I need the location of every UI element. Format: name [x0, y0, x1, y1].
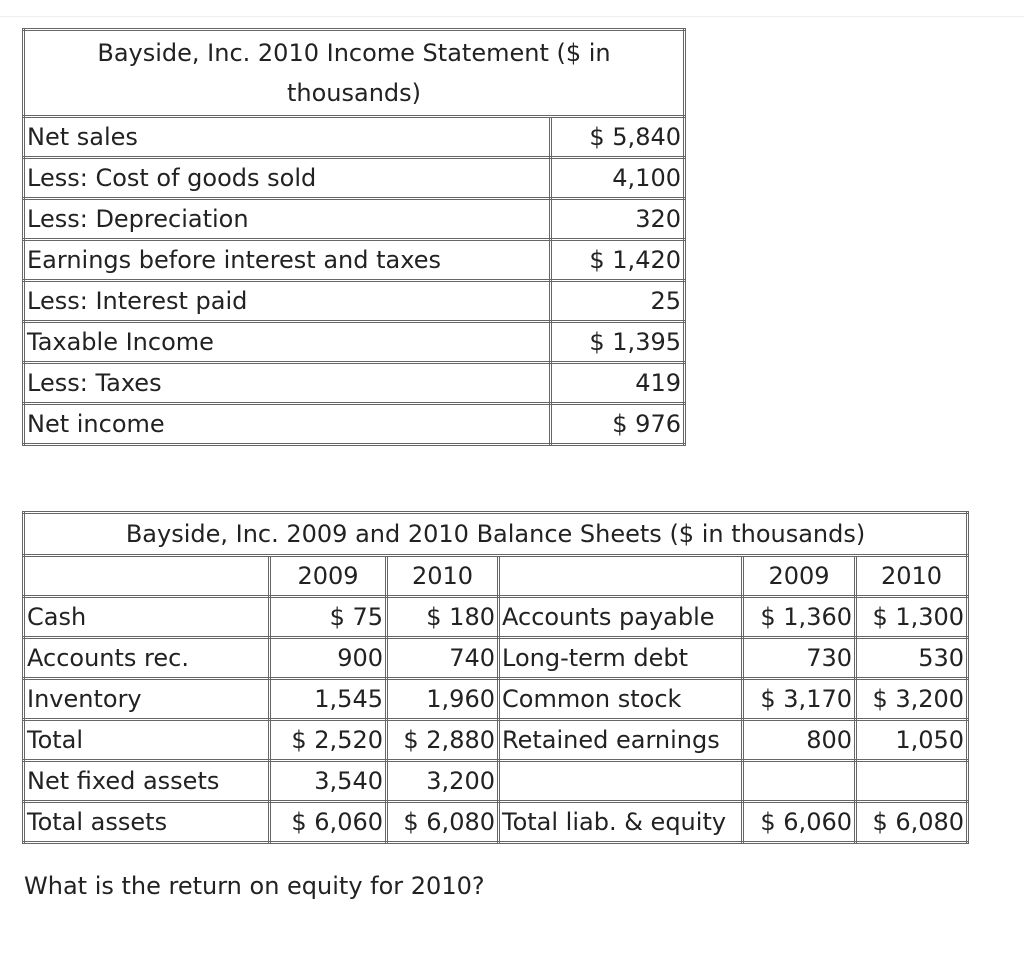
- income-row-label: Net income: [24, 404, 551, 445]
- liability-2010-value: 530: [856, 638, 968, 679]
- liability-2010-value: [856, 761, 968, 802]
- income-row-value: $ 5,840: [551, 117, 685, 158]
- asset-2010-value: $ 2,880: [387, 720, 499, 761]
- question-text: What is the return on equity for 2010?: [24, 872, 485, 900]
- liability-2010-value: $ 1,300: [856, 597, 968, 638]
- table-row: [24, 597, 968, 638]
- liability-2009-value: $ 3,170: [743, 679, 856, 720]
- income-statement-title: Bayside, Inc. 2010 Income Statement ($ in thousands): [24, 30, 685, 117]
- balance-sheet-table: [22, 511, 969, 844]
- year-header-2010-assets: 2010: [387, 556, 499, 597]
- table-row: [24, 281, 685, 322]
- table-row: [24, 638, 968, 679]
- income-row-value: 320: [551, 199, 685, 240]
- income-title-row: [24, 30, 685, 117]
- table-row: [24, 363, 685, 404]
- asset-label: Total: [24, 720, 270, 761]
- table-row: [24, 679, 968, 720]
- liability-label: Long-term debt: [499, 638, 743, 679]
- liability-2009-value: [743, 761, 856, 802]
- balance-sheet-title: Bayside, Inc. 2009 and 2010 Balance Sheets ($ in thousands): [24, 513, 968, 556]
- asset-2009-value: $ 6,060: [270, 802, 387, 843]
- income-row-label: Less: Taxes: [24, 363, 551, 404]
- asset-label: Total assets: [24, 802, 270, 843]
- year-header-2009-liabilities: 2009: [743, 556, 856, 597]
- liability-2009-value: 800: [743, 720, 856, 761]
- income-row-label: Less: Depreciation: [24, 199, 551, 240]
- liability-label: Common stock: [499, 679, 743, 720]
- table-row: [24, 404, 685, 445]
- asset-2009-value: $ 2,520: [270, 720, 387, 761]
- asset-2009-value: 1,545: [270, 679, 387, 720]
- income-row-value: 419: [551, 363, 685, 404]
- table-row: [24, 802, 968, 843]
- asset-2009-value: 3,540: [270, 761, 387, 802]
- asset-label: Inventory: [24, 679, 270, 720]
- balance-title-row: [24, 513, 968, 556]
- liability-2010-value: $ 3,200: [856, 679, 968, 720]
- liability-2010-value: $ 6,080: [856, 802, 968, 843]
- liability-2010-value: 1,050: [856, 720, 968, 761]
- asset-label: Accounts rec.: [24, 638, 270, 679]
- income-row-label: Earnings before interest and taxes: [24, 240, 551, 281]
- asset-2010-value: $ 6,080: [387, 802, 499, 843]
- table-row: [24, 761, 968, 802]
- income-row-label: Less: Interest paid: [24, 281, 551, 322]
- liability-2009-value: $ 6,060: [743, 802, 856, 843]
- table-row: [24, 720, 968, 761]
- table-row: [24, 158, 685, 199]
- asset-2010-value: 740: [387, 638, 499, 679]
- income-row-value: 25: [551, 281, 685, 322]
- year-header-2010-liabilities: 2010: [856, 556, 968, 597]
- income-row-value: $ 1,420: [551, 240, 685, 281]
- income-row-value: $ 1,395: [551, 322, 685, 363]
- income-row-value: $ 976: [551, 404, 685, 445]
- liability-2009-value: 730: [743, 638, 856, 679]
- table-row: [24, 240, 685, 281]
- year-header-row: [24, 556, 968, 597]
- asset-2009-value: 900: [270, 638, 387, 679]
- liability-label: Retained earnings: [499, 720, 743, 761]
- top-divider: [0, 16, 1024, 17]
- table-row: [24, 199, 685, 240]
- asset-2010-value: 1,960: [387, 679, 499, 720]
- income-row-label: Net sales: [24, 117, 551, 158]
- empty-cell: [499, 556, 743, 597]
- asset-label: Cash: [24, 597, 270, 638]
- income-row-label: Taxable Income: [24, 322, 551, 363]
- income-row-label: Less: Cost of goods sold: [24, 158, 551, 199]
- table-row: [24, 322, 685, 363]
- asset-label: Net fixed assets: [24, 761, 270, 802]
- empty-cell: [24, 556, 270, 597]
- asset-2010-value: $ 180: [387, 597, 499, 638]
- asset-2010-value: 3,200: [387, 761, 499, 802]
- table-row: [24, 117, 685, 158]
- income-row-value: 4,100: [551, 158, 685, 199]
- asset-2009-value: $ 75: [270, 597, 387, 638]
- year-header-2009-assets: 2009: [270, 556, 387, 597]
- liability-label: [499, 761, 743, 802]
- income-statement-table: [22, 28, 686, 446]
- liability-2009-value: $ 1,360: [743, 597, 856, 638]
- liability-label: Total liab. & equity: [499, 802, 743, 843]
- liability-label: Accounts payable: [499, 597, 743, 638]
